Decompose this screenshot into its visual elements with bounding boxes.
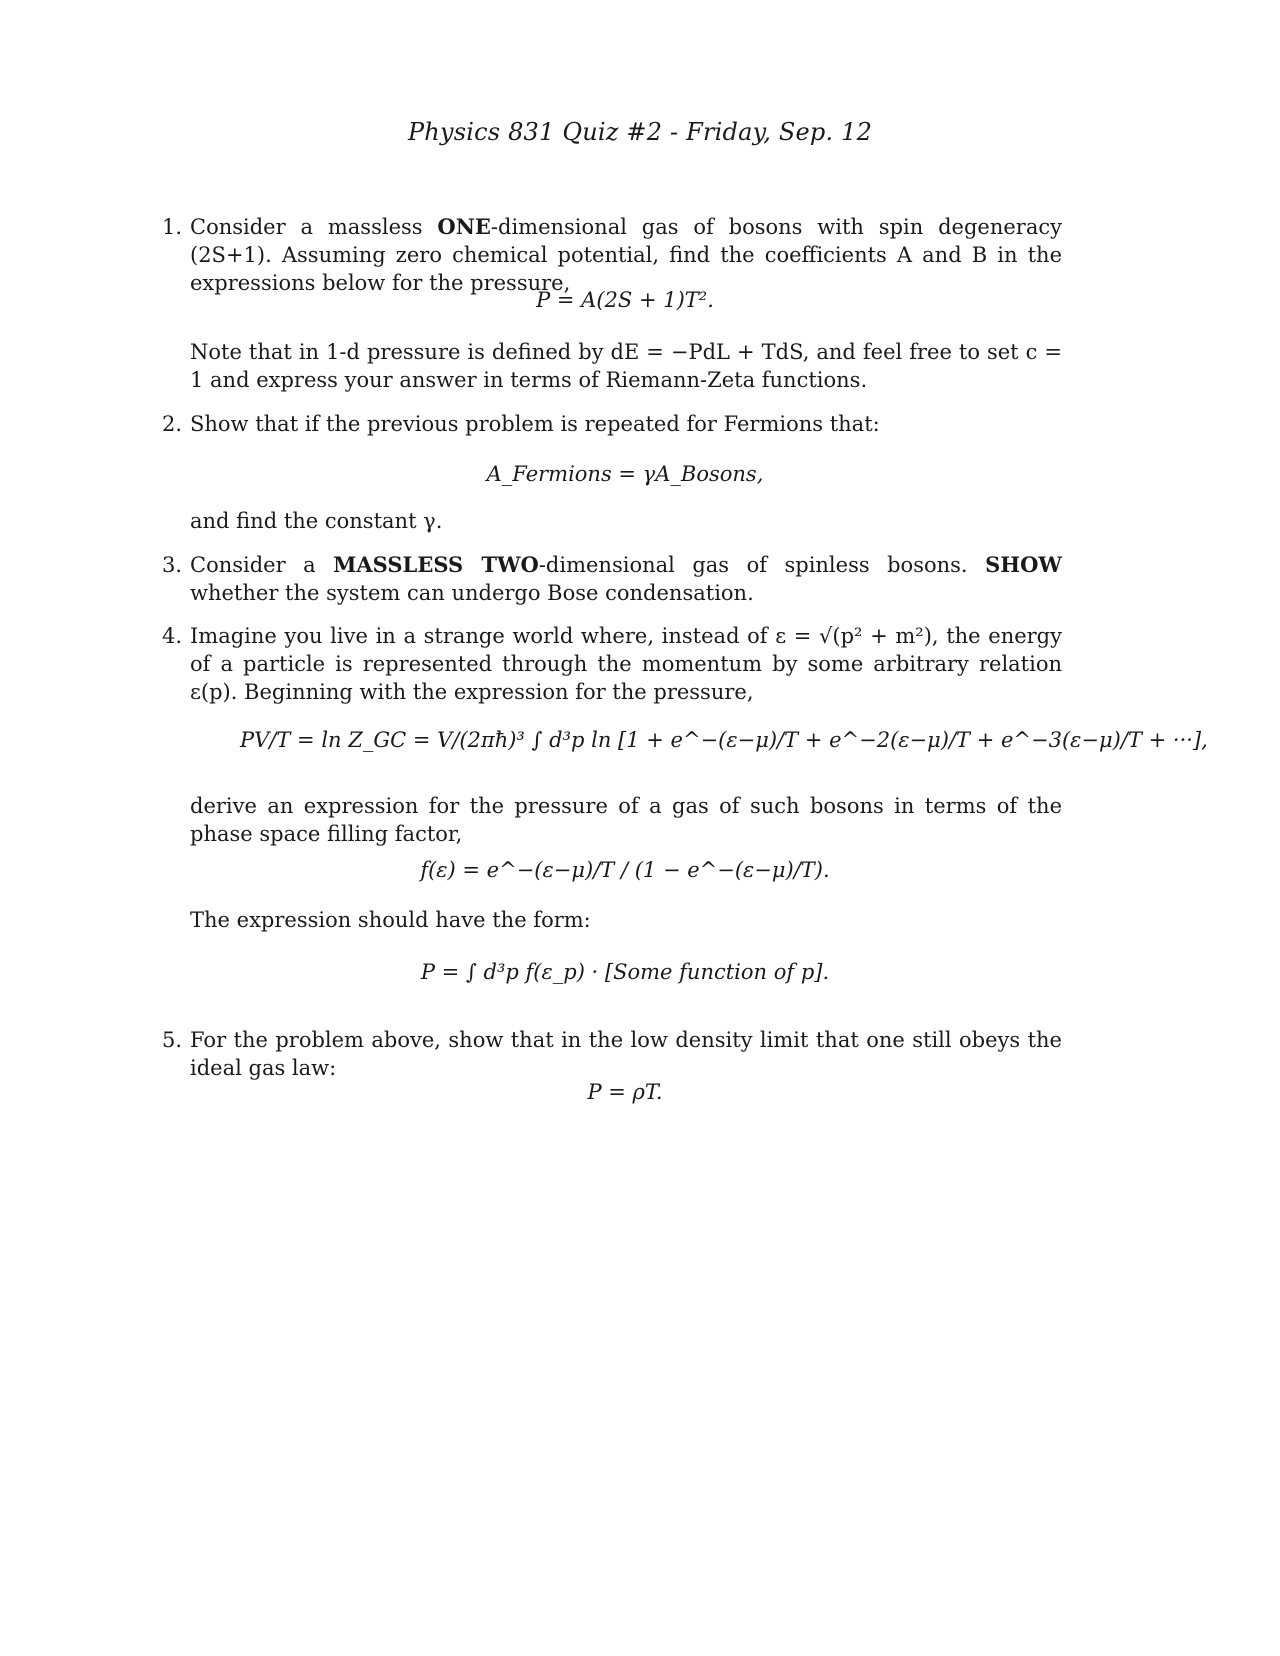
problem-4-filling-equation: f(ε) = e^−(ε−μ)/T / (1 − e^−(ε−μ)/T). [420, 858, 830, 882]
problem-2-number: 2. [162, 412, 183, 436]
problem-1-number: 1. [162, 215, 183, 239]
problem-1-note: Note that in 1-d pressure is defined by dE = −PdL + TdS, and feel free to set c = 1 and express your answer in terms of Riemann-Zeta functions. [190, 340, 1062, 392]
problem-5-number: 5. [162, 1028, 183, 1052]
problem-4-form-equation: P = ∫ d³p f(ε_p) · [Some function of p]. [420, 960, 830, 984]
problem-3-number: 3. [162, 553, 183, 577]
problem-1-equation: P = A(2S + 1)T². [536, 288, 714, 312]
problem-4-text-3: The expression should have the form: [190, 908, 591, 932]
problem-2-equation: A_Fermions = γA_Bosons, [486, 462, 764, 486]
problem-2-after: and find the constant γ. [190, 509, 443, 533]
problem-2-text: Show that if the previous problem is repeated for Fermions that: [190, 412, 880, 436]
problem-4-number: 4. [162, 624, 183, 648]
problem-4-text-2: derive an expression for the pressure of a gas of such bosons in terms of the phase space filling factor, [190, 794, 1062, 846]
problem-5-text: For the problem above, show that in the low density limit that one still obeys the ideal gas law: [190, 1028, 1062, 1080]
problem-1-text: Consider a massless ONE-dimensional gas of bosons with spin degeneracy (2S+1). Assuming zero chemical potential, find the coefficients A and B in the expressions below for the pressure, [190, 214, 1062, 295]
page-title: Physics 831 Quiz #2 - Friday, Sep. 12 [407, 118, 873, 146]
problem-3-text: Consider a MASSLESS TWO-dimensional gas of spinless bosons. SHOW whether the system can undergo Bose condensation. [190, 552, 1062, 605]
problem-4-pressure-equation: PV/T = ln Z_GC = V/(2πħ)³ ∫ d³p ln [1 + e^−(ε−μ)/T + e^−2(ε−μ)/T + e^−3(ε−μ)/T + ···], [240, 728, 1208, 752]
problem-5-equation: P = ρT. [587, 1080, 663, 1104]
problem-4-text: Imagine you live in a strange world where, instead of ε = √(p² + m²), the energy of a particle is represented through the momentum by some arbitrary relation ε(p). Beginning with the expression for the pressure, [190, 624, 1062, 704]
